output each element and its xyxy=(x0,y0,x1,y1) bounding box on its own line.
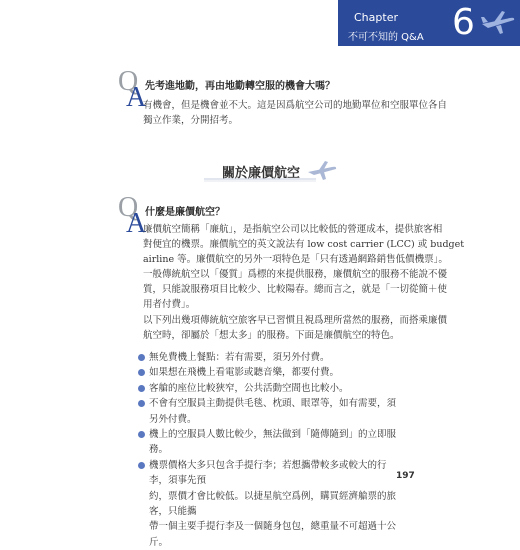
chapter-subtitle: 不可不知的 Q&A xyxy=(348,32,424,43)
section-title: 關於廉價航空 xyxy=(222,166,301,181)
answer-1-line: 有機會，但是機會並不大。這是因爲航空公司的地勤單位和空服單位各自 xyxy=(143,100,448,111)
list-item-text: 約，票價才會比較低。以捷星航空爲例，購買經濟艙票的旅客，只能攜 xyxy=(149,490,397,518)
bullet-icon xyxy=(138,400,145,407)
question-2: 什麼是廉價航空？ xyxy=(145,207,225,218)
a-marker: A xyxy=(126,208,147,239)
list-item xyxy=(138,381,400,396)
answer-2-line: 用者付費」。 xyxy=(143,299,196,310)
answer-2-line: 廉價航空簡稱「廉航」，是指航空公司以比較低的營運成本，提供旅客相 xyxy=(143,224,443,235)
answer-2-paragraph-1 xyxy=(143,222,464,267)
answer-2-line: 一般傳統航空以「優質」爲標的來提供服務，廉價航空的服務不能說不優 xyxy=(143,269,448,280)
answer-2-line: 質，只能說服務項目比較少、比較陽春。總而言之，就是「一切從簡＋使 xyxy=(143,284,448,295)
list-item xyxy=(138,396,400,427)
question-1: 先考進地勤，再由地勤轉空服的機會大嗎？ xyxy=(145,81,335,92)
answer-1-line: 獨立作業，分開招考。 xyxy=(143,115,239,126)
list-item-text: 無免費機上餐點：若有需要，須另外付費。 xyxy=(149,352,330,363)
q-marker: Q xyxy=(118,66,139,97)
list-item xyxy=(138,427,400,458)
list-item xyxy=(138,365,400,380)
list-item-text: 帶一個主要手提行李及一個隨身包包，總重量不可超過十公斤。 xyxy=(149,521,397,548)
q-marker: Q xyxy=(118,192,139,223)
answer-2-line: 以下列出幾項傳統航空旅客早已習慣且視爲理所當然的服務，而搭乘廉價 xyxy=(143,315,448,326)
answer-2-line: airline 等。廉價航空的另外一項特色是「只有透過網路銷售低價機票」。 xyxy=(143,254,448,265)
list-item-text: 不會有空服員主動提供毛毯、枕頭、眼罩等，如有需要，須另外付費。 xyxy=(149,398,397,425)
list-item-text: 如果想在飛機上看電影或聽音樂，都要付費。 xyxy=(149,367,340,379)
list-item-text: 客艙的座位比較狹窄，公共活動空間也比較小。 xyxy=(149,382,349,394)
answer-2-paragraph-3 xyxy=(143,313,447,343)
list-item-text: 機上的空服員人數比較少，無法做到「隨傳隨到」的立即服務。 xyxy=(149,429,397,456)
answer-2-line: 航空時，卻屬於「想太多」的服務。下面是廉價航空的特色。 xyxy=(143,330,400,341)
bullet-icon xyxy=(138,462,145,469)
features-list xyxy=(138,350,400,550)
answer-1 xyxy=(143,98,447,128)
chapter-label: Chapter xyxy=(354,11,398,24)
a-marker: A xyxy=(126,82,147,113)
list-item xyxy=(138,350,400,365)
list-item-text: 機票價格大多只包含手提行李；若想攜帶較多或較大的行李，須事先預 xyxy=(149,459,387,487)
bullet-icon xyxy=(138,354,145,361)
answer-2-paragraph-2 xyxy=(143,267,447,312)
bullet-icon xyxy=(138,385,145,392)
airplane-icon xyxy=(480,8,516,36)
page-number: 197 xyxy=(396,471,415,481)
list-item xyxy=(138,458,400,550)
bullet-icon xyxy=(138,431,145,438)
answer-2-line: 對便宜的機票。廉價航空的英文說法有 low cost carrier (LCC) 或 budget xyxy=(143,239,465,250)
chapter-number: 6 xyxy=(452,2,475,43)
bullet-icon xyxy=(138,369,145,376)
